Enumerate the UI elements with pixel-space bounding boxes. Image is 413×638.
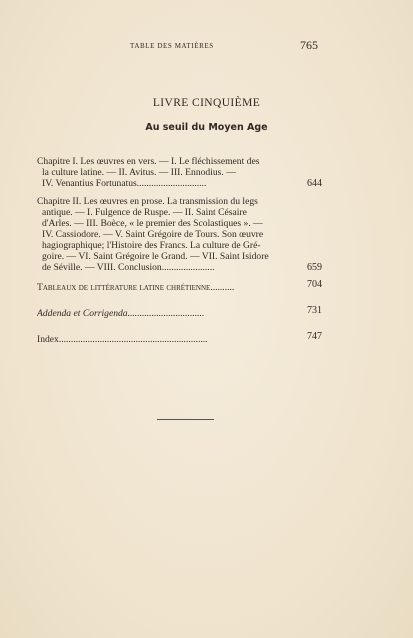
- toc-entry-line: hagiographique; l'Histoire des Francs. La culture de Gré-: [42, 240, 261, 251]
- toc-entry-line: antique. — I. Fulgence de Ruspe. — II. Saint Césaire: [42, 207, 247, 218]
- toc-page-number: 704: [307, 279, 322, 290]
- toc-entry-line: Chapitre II. Les œuvres en prose. La transmission du legs: [37, 196, 258, 207]
- toc-entry-tableaux: Tableaux de littérature latine chrétienne..........: [37, 282, 235, 293]
- toc-entry-line: de Séville. — VIII. Conclusion......................: [42, 262, 215, 273]
- toc-page-number: 644: [307, 178, 322, 189]
- toc-page-number: 659: [307, 262, 322, 273]
- toc-entry-line: Chapitre I. Les œuvres en vers. — I. Le fléchissement des: [37, 156, 260, 167]
- toc-entry-line: IV. Venantius Fortunatus.............................: [42, 178, 207, 189]
- part-title: LIVRE CINQUIÈME: [152, 97, 261, 109]
- toc-entry-index: Index..............................................................: [37, 334, 208, 345]
- toc-entry-line: goire. — VI. Saint Grégoire le Grand. — VII. Saint Isidore: [42, 251, 269, 262]
- toc-entry-chapter-2: [37, 196, 299, 273]
- part-subtitle: Au seuil du Moyen Age: [145, 122, 268, 133]
- page-number: 765: [300, 38, 318, 52]
- toc-page-number: 747: [307, 331, 322, 342]
- running-head: TABLE DES MATIÈRES: [130, 42, 214, 50]
- toc-page-number: 731: [307, 305, 322, 316]
- toc-entry-line: d'Arles. — III. Boèce, « le premier des Scolastiques ». —: [42, 218, 263, 229]
- toc-entry-line: IV. Cassiodore. — V. Saint Grégoire de Tours. Son œuvre: [42, 229, 264, 240]
- toc-entry-line: la culture latine. — II. Avitus. — III. Ennodius. —: [42, 167, 236, 178]
- toc-entry-chapter-1: [37, 156, 299, 189]
- separator-rule: [157, 419, 214, 420]
- toc-entry-addenda: Addenda et Corrigenda................................: [37, 308, 205, 319]
